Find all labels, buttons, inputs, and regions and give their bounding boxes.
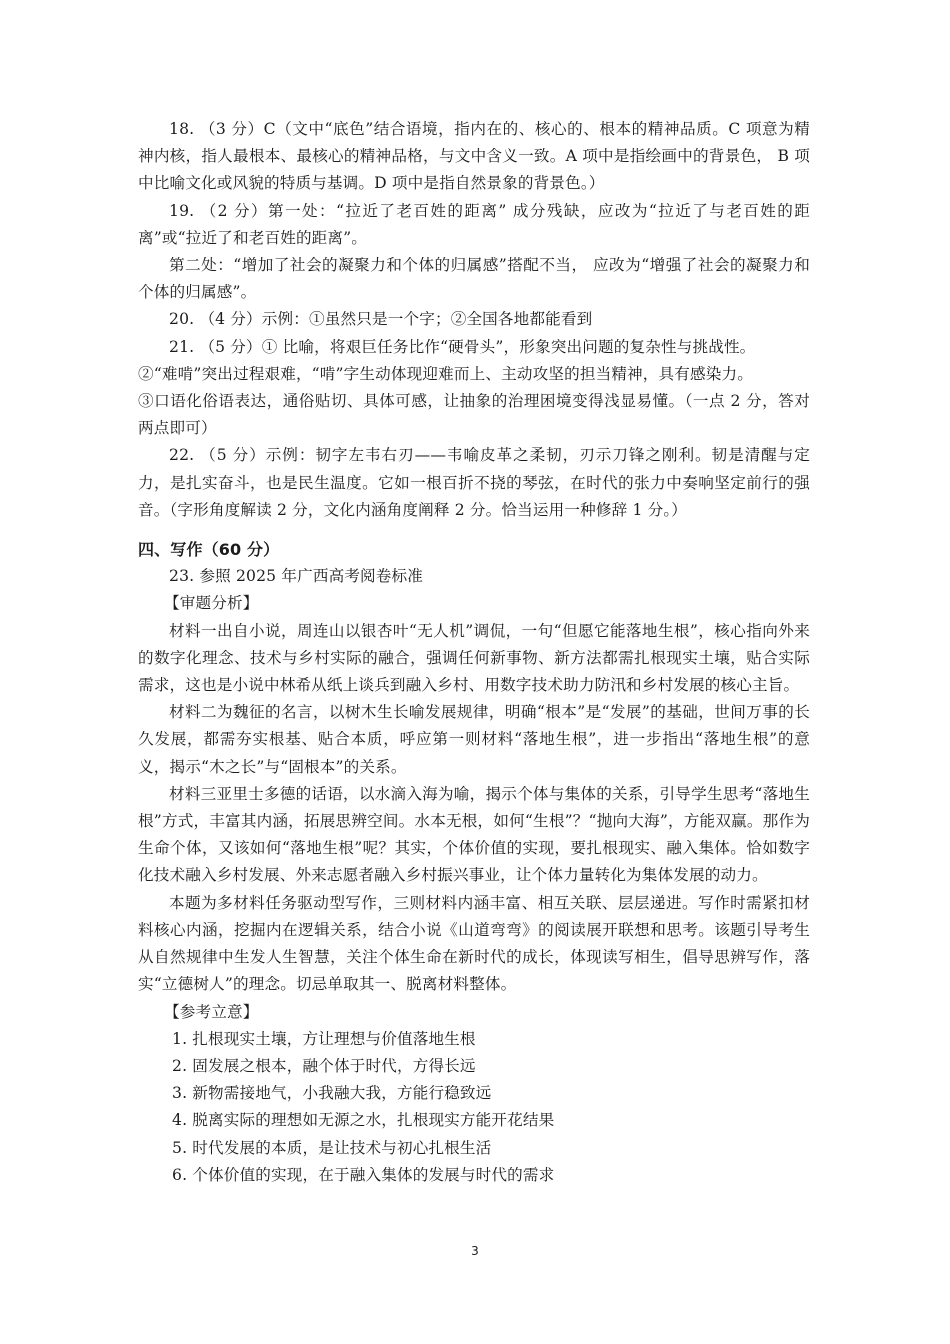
- reference-item: 5. 时代发展的本质，是让技术与初心扎根生活: [172, 1138, 492, 1157]
- section-heading-writing: 四、写作（60 分）: [138, 540, 280, 560]
- answer-18: 18. （3 分）C（文中“底色”结合语境，指内在的、核心的、根本的精神品质。C 项意为精神内核，指人最根本、最核心的精神品格，与文中含义一致。A 项中是指绘画中的背景色， B 项中比喻文化或风貌的特质与基调。D 项中是指自然景象的背景色。）: [138, 120, 810, 193]
- analysis-paragraph: 材料一出自小说，周连山以银杏叶“无人机”调侃，一句“但愿它能落地生根”，核心指向外来的数字化理念、技术与乡村实际的融合，强调任何新事物、新方法都需扎根现实土壤，贴合实际需求，这也是小说中林希从纸上谈兵到融入乡村、用数字技术助力防汛和乡村发展的核心主旨。: [138, 621, 810, 695]
- answer-19-part1: 19. （2 分）第一处：“拉近了老百姓的距离” 成分残缺，应改为“拉近了与老百姓的距离”或“拉近了和老百姓的距离”。: [138, 201, 810, 247]
- analysis-paragraph: 本题为多材料任务驱动型写作，三则材料内涵丰富、相互关联、层层递进。写作时需紧扣材料核心内涵，挖掘内在逻辑关系，结合小说《山道弯弯》的阅读展开联想和思考。该题引导考生从自然规律中生发人生智慧，关注个体生命在新时代的成长，体现读写相生，倡导思辨写作，落实“立德树人”的理念。切忌单取其一、脱离材料整体。: [138, 893, 810, 994]
- reference-label: 【参考立意】: [164, 1002, 259, 1021]
- analysis-label: 【审题分析】: [164, 594, 259, 613]
- page-number: 3: [471, 1244, 479, 1258]
- question-23: 23. 参照 2025 年广西高考阅卷标准: [169, 567, 424, 586]
- reference-item: 1. 扎根现实土壤，方让理想与价值落地生根: [172, 1029, 476, 1048]
- reference-item: 4. 脱离实际的理想如无源之水，扎根现实方能开花结果: [172, 1111, 555, 1130]
- answer-21-point1: 21. （5 分）① 比喻，将艰巨任务比作“硬骨头”，形象突出问题的复杂性与挑战性。: [169, 337, 756, 356]
- reference-item: 2. 固发展之根本，融个体于时代，方得长远: [172, 1056, 476, 1075]
- answer-22: 22. （5 分）示例：韧字左韦右刃——韦喻皮革之柔韧，刃示刀锋之刚利。韧是清醒与定力，是扎实奋斗，也是民生温度。它如一根百折不挠的琴弦，在时代的张力中奏响坚定前行的强音。（字形角度解读 2 分，文化内涵角度阐释 2 分。恰当运用一种修辞 1 分。）: [138, 446, 810, 519]
- reference-item: 6. 个体价值的实现，在于融入集体的发展与时代的需求: [172, 1165, 555, 1184]
- analysis-paragraph: 材料三亚里士多德的话语，以水滴入海为喻，揭示个体与集体的关系，引导学生思考“落地生根”方式，丰富其内涵，拓展思辨空间。水本无根，如何“生根”？“抛向大海”，方能双赢。那作为生命个体，又该如何“落地生根”呢？其实，个体价值的实现，要扎根现实、融入集体。恰如数字化技术融入乡村发展、外来志愿者融入乡村振兴事业，让个体力量转化为集体发展的动力。: [138, 784, 810, 885]
- answer-21-point2: ②“难啃”突出过程艰难，“啃”字生动体现迎难而上、主动攻坚的担当精神，具有感染力。: [138, 364, 754, 383]
- answer-21-point3: ③口语化俗语表达，通俗贴切、具体可感，让抽象的治理困境变得浅显易懂。（一点 2 分，答对两点即可）: [138, 392, 810, 438]
- answer-20: 20. （4 分）示例：①虽然只是一个字；②全国各地都能看到: [169, 310, 593, 329]
- analysis-paragraph: 材料二为魏征的名言，以树木生长喻发展规律，明确“根本”是“发展”的基础，世间万事的长久发展，都需夯实根基、贴合本质，呼应第一则材料“落地生根”，进一步指出“落地生根”的意义，揭示“木之长”与“固根本”的关系。: [138, 703, 810, 776]
- reference-item: 3. 新物需接地气，小我融大我，方能行稳致远: [172, 1084, 492, 1103]
- answer-19-part2: 第二处：“增加了社会的凝聚力和个体的归属感”搭配不当， 应改为“增强了社会的凝聚力和个体的归属感”。: [138, 256, 810, 302]
- page-content: [138, 116, 810, 1189]
